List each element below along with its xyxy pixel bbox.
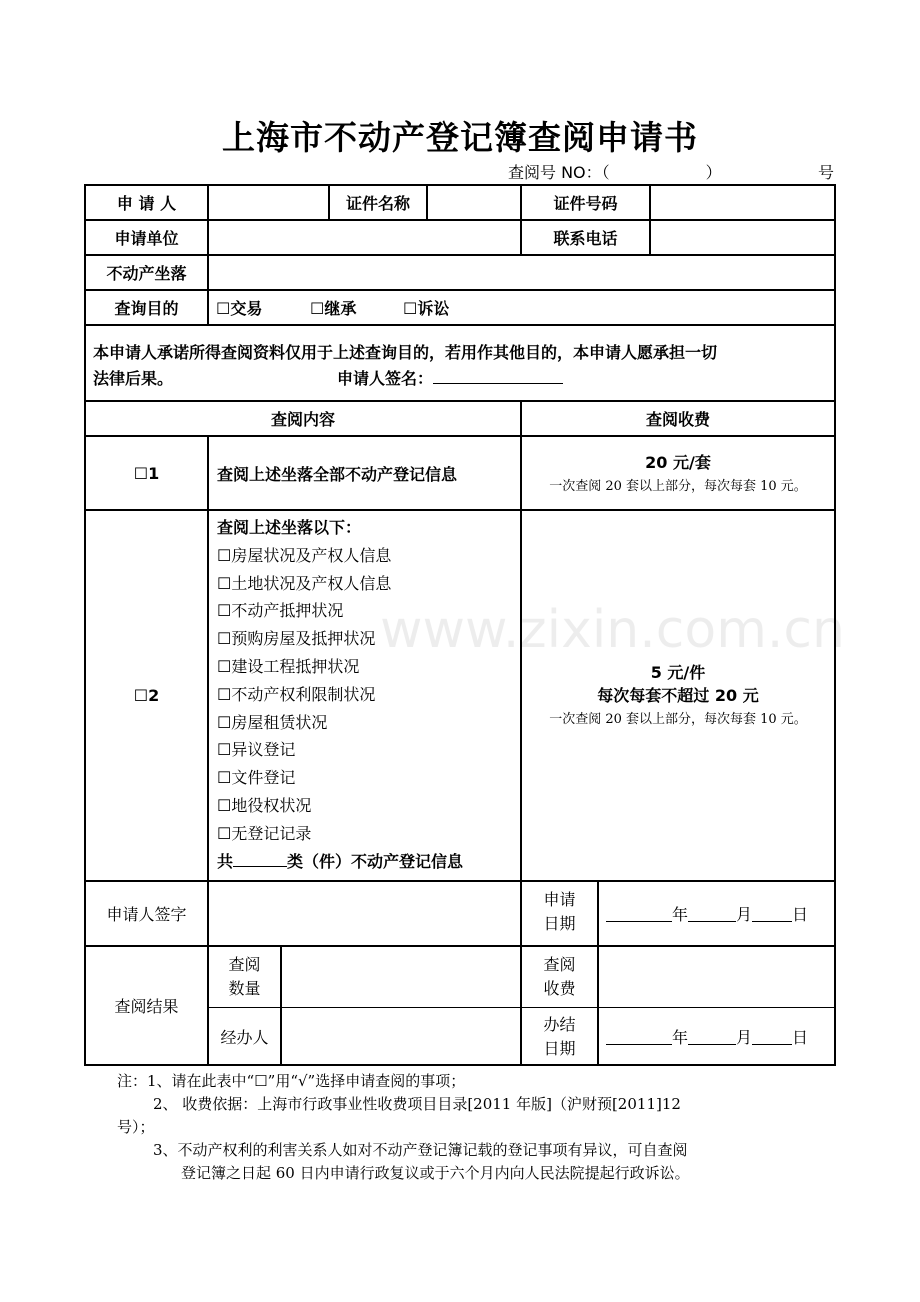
item2-checkbox[interactable]: ☐2 bbox=[133, 686, 160, 705]
applicant-sign-field[interactable] bbox=[209, 882, 520, 945]
qty-field[interactable] bbox=[282, 947, 520, 1007]
option-document[interactable]: ☐文件登记 bbox=[217, 768, 296, 788]
query-number-suffix: 号 bbox=[818, 163, 835, 182]
handler-label: 经办人 bbox=[220, 1027, 269, 1047]
option-rights-restriction[interactable]: ☐不动产权利限制状况 bbox=[217, 684, 376, 704]
notes: 注：1、请在此表中“☐”用“√”选择申请查阅的事项； 2、 收费依据：上海市行政事业性收费项目目录[2011 年版]（沪财预[2011]12 号）； 3、不动产权利的利害关系人如对不动产登记簿记载的登记事项有异议，可自查阅 登记簿之日起 60 日内申请行政复议或于六个月内向人民法院提起行政诉讼。 bbox=[117, 1072, 690, 1182]
item1-fee: 20 元/套 一次查阅 20 套以上部分，每次每套 10 元。 bbox=[549, 453, 807, 494]
done-date-label: 办结 日期 bbox=[543, 1015, 576, 1058]
option-construction-mortgage[interactable]: ☐建设工程抵押状况 bbox=[217, 656, 360, 676]
option-land-owner[interactable]: ☐土地状况及产权人信息 bbox=[217, 573, 392, 593]
location-field[interactable] bbox=[209, 256, 834, 289]
fee-header: 查阅收费 bbox=[645, 410, 710, 429]
item1-checkbox[interactable]: ☐1 bbox=[133, 463, 160, 483]
apply-date-field[interactable]: 年 月 日 bbox=[606, 882, 834, 945]
fee-field[interactable] bbox=[599, 947, 834, 1007]
location-label: 不动产坐落 bbox=[106, 264, 187, 283]
option-lease[interactable]: ☐房屋租赁状况 bbox=[217, 712, 328, 732]
id-name-field[interactable] bbox=[428, 186, 520, 219]
purpose-trade-checkbox[interactable]: ☐交易 bbox=[216, 299, 263, 318]
applicant-field[interactable] bbox=[209, 186, 328, 219]
result-label: 查阅结果 bbox=[114, 997, 179, 1016]
purpose-lawsuit-checkbox[interactable]: ☐诉讼 bbox=[403, 299, 450, 318]
phone-label: 联系电话 bbox=[553, 229, 618, 248]
id-number-label: 证件号码 bbox=[553, 194, 618, 213]
applicant-label: 申 请 人 bbox=[116, 194, 177, 213]
unit-label: 申请单位 bbox=[114, 229, 179, 248]
option-house-owner[interactable]: ☐房屋状况及产权人信息 bbox=[217, 545, 392, 565]
item2-fee: 5 元/件 每次每套不超过 20 元 一次查阅 20 套以上部分，每次每套 10 元。 bbox=[549, 663, 807, 727]
option-presale-mortgage[interactable]: ☐预购房屋及抵押状况 bbox=[217, 629, 376, 649]
purpose-label: 查询目的 bbox=[114, 299, 179, 318]
query-number-label: 查阅号 NO：（ ） bbox=[508, 163, 722, 182]
pledge-text: 本申请人承诺所得查阅资料仅用于上述查询目的，若用作其他目的，本申请人愿承担一切 法律后果。 申请人签名： bbox=[93, 343, 718, 388]
watermark: www.zixin.com.cn bbox=[380, 600, 845, 660]
unit-field[interactable] bbox=[209, 221, 520, 254]
id-number-field[interactable] bbox=[651, 186, 834, 219]
phone-field[interactable] bbox=[651, 221, 834, 254]
applicant-sign-label: 申请人签字 bbox=[106, 905, 187, 924]
handler-field[interactable] bbox=[282, 1008, 520, 1064]
option-easement[interactable]: ☐地役权状况 bbox=[217, 795, 312, 815]
purpose-inherit-checkbox[interactable]: ☐继承 bbox=[310, 299, 357, 318]
id-name-label: 证件名称 bbox=[345, 194, 410, 213]
apply-date-label: 申请 日期 bbox=[543, 890, 576, 933]
option-no-record[interactable]: ☐无登记记录 bbox=[217, 823, 312, 843]
fee-label: 查阅 收费 bbox=[543, 955, 576, 998]
signature-line[interactable] bbox=[433, 367, 563, 384]
content-header: 查阅内容 bbox=[270, 410, 335, 429]
page-title: 上海市不动产登记簿查阅申请书 bbox=[222, 118, 698, 157]
item1-text: 查阅上述坐落全部不动产登记信息 bbox=[217, 464, 458, 484]
option-mortgage[interactable]: ☐不动产抵押状况 bbox=[217, 601, 344, 621]
done-date-field[interactable]: 年 月 日 bbox=[606, 1008, 834, 1064]
item2-total: 共 类（件）不动产登记信息 bbox=[217, 851, 464, 871]
item2-options: 查阅上述坐落以下： ☐房屋状况及产权人信息 ☐土地状况及产权人信息 ☐不动产抵押状况 ☐预购房屋及抵押状况 ☐建设工程抵押状况 ☐不动产权利限制状况 ☐房屋租赁状况 ☐异议登记 ☐文件登记 ☐地役权状况 ☐无登记记录 共 类（件）不动产登记信息 bbox=[217, 514, 463, 875]
option-objection[interactable]: ☐异议登记 bbox=[217, 740, 296, 760]
qty-label: 查阅 数量 bbox=[228, 955, 261, 998]
